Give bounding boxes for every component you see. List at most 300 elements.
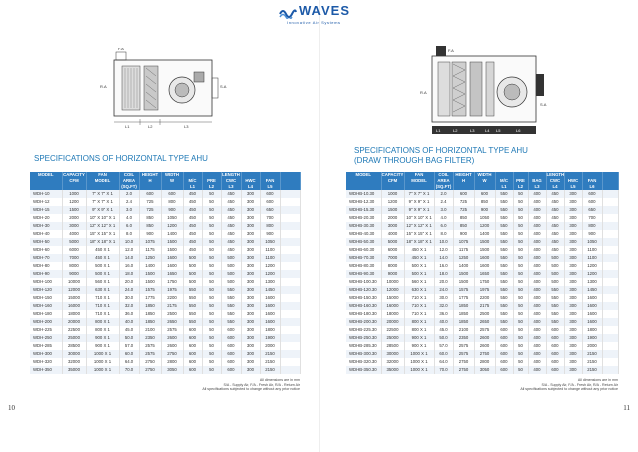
table-cell: 550	[183, 294, 202, 302]
table-cell: 2150	[260, 366, 280, 374]
table-cell: 12" X 12" X 1	[404, 222, 434, 230]
table-cell: 60.0	[119, 350, 139, 358]
table-header-cell: CAPACITY	[381, 172, 404, 177]
table-cell: 550	[495, 230, 513, 238]
table-cell: 1600	[260, 294, 280, 302]
table-header-cell: M/C	[183, 178, 202, 184]
table-cell: 36.0	[119, 310, 139, 318]
table-cell: WDH-225	[30, 326, 62, 334]
table-cell: 560 X 1	[404, 278, 434, 286]
table-header-cell: L4	[241, 184, 260, 190]
table-cell: 1450	[582, 286, 602, 294]
table-cell: 600	[453, 190, 474, 198]
wave-icon	[279, 5, 297, 19]
table-cell: 1200	[582, 262, 602, 270]
table-cell: 1600	[260, 310, 280, 318]
table-row	[346, 246, 618, 254]
table-cell: 7" X 7" X 1	[86, 198, 119, 206]
table-cell: 1250	[139, 254, 161, 262]
table-cell: WDHB-80.30	[346, 262, 381, 270]
table-cell	[602, 206, 618, 214]
table-header-cell: LENGTH	[546, 172, 565, 177]
table-cell: 400	[528, 358, 546, 366]
table-cell: 850	[139, 214, 161, 222]
table-cell: 400	[528, 238, 546, 246]
table-cell: 50	[513, 222, 528, 230]
table-cell: 400	[528, 326, 546, 334]
table-cell	[280, 190, 300, 198]
table-cell: 2150	[260, 350, 280, 358]
table-cell: 50	[513, 198, 528, 206]
table-cell: 800	[161, 198, 183, 206]
table-cell: 600	[221, 358, 241, 366]
table-cell: WDH-180	[30, 310, 62, 318]
table-header-cell: CFM	[62, 178, 86, 184]
table-cell: 400	[528, 190, 546, 198]
right-section-subtitle: (DRAW THROUGH BAG FILTER)	[354, 156, 475, 165]
table-cell: 550	[495, 214, 513, 222]
table-header-cell: (SQ.FT)	[119, 184, 139, 190]
diagram-dim-l1: L1	[125, 124, 130, 129]
table-cell: 2600	[161, 334, 183, 342]
table-cell: 6.0	[434, 222, 453, 230]
table-cell: WDH-10	[30, 190, 62, 198]
table-cell: 600	[546, 350, 564, 358]
table-cell: 15000	[62, 294, 86, 302]
table-cell: 50	[513, 318, 528, 326]
table-cell: 1500	[161, 246, 183, 254]
table-header-cell: FAN	[86, 172, 119, 178]
table-cell: 1500	[474, 246, 495, 254]
table-cell: 450	[221, 198, 241, 206]
table-cell: 30000	[381, 350, 404, 358]
table-cell: 600	[495, 350, 513, 358]
table-row	[346, 254, 618, 262]
table-cell: 70.0	[434, 366, 453, 374]
table-cell: 3000	[381, 222, 404, 230]
table-cell: WDHB-40.30	[346, 230, 381, 238]
table-cell: 1000	[62, 190, 86, 198]
table-cell: 1000 X 1	[86, 350, 119, 358]
table-cell	[602, 198, 618, 206]
table-cell: 2150	[260, 358, 280, 366]
table-cell: 1200	[381, 198, 404, 206]
table-cell: 630 X 1	[86, 286, 119, 294]
table-cell	[602, 286, 618, 294]
table-cell: 3000	[62, 222, 86, 230]
table-cell: 710 X 1	[86, 302, 119, 310]
table-cell: 8000	[381, 262, 404, 270]
table-cell: 16.0	[119, 262, 139, 270]
table-cell: WDH-100	[30, 278, 62, 286]
table-cell: 550	[495, 190, 513, 198]
table-cell: 800 X 1	[404, 318, 434, 326]
table-cell: 2100	[453, 326, 474, 334]
page-number-left: 10	[8, 404, 15, 412]
table-row	[30, 342, 300, 350]
table-cell: 24.0	[434, 286, 453, 294]
bag-filter-ahu-spec-table	[346, 172, 619, 374]
table-cell: 800	[582, 222, 602, 230]
table-cell: 300	[564, 302, 582, 310]
table-cell	[280, 214, 300, 222]
table-header-cell: L2	[202, 184, 221, 190]
table-row	[346, 286, 618, 294]
horizontal-ahu-spec-table	[30, 172, 301, 374]
table-cell: 1100	[582, 246, 602, 254]
table-cell: 450	[183, 246, 202, 254]
table-cell: 450	[546, 190, 564, 198]
table-row	[346, 230, 618, 238]
table-cell: 50	[202, 366, 221, 374]
table-cell: 600	[546, 358, 564, 366]
table-cell: 1600	[582, 310, 602, 318]
table-cell: 1200	[62, 198, 86, 206]
table-cell: WDH-40	[30, 230, 62, 238]
table-cell: 4000	[62, 230, 86, 238]
table-row	[30, 270, 300, 278]
table-cell: 50	[513, 366, 528, 374]
table-cell: 300	[241, 270, 260, 278]
table-cell	[280, 262, 300, 270]
table-cell: 60.0	[434, 350, 453, 358]
table-cell: 550	[495, 206, 513, 214]
table-cell: 300	[564, 342, 582, 350]
table-cell: 1650	[161, 270, 183, 278]
table-cell: 2.4	[434, 198, 453, 206]
table-cell: 50.0	[434, 334, 453, 342]
table-cell: 50	[202, 358, 221, 366]
table-cell: 1500	[62, 206, 86, 214]
table-cell: 300	[564, 246, 582, 254]
table-cell: 500	[546, 270, 564, 278]
table-cell: 30.0	[119, 294, 139, 302]
table-row	[30, 198, 300, 206]
table-cell: WDH-160	[30, 302, 62, 310]
table-cell: 1975	[161, 286, 183, 294]
table-cell: 18.0	[434, 270, 453, 278]
table-cell: 64.0	[434, 358, 453, 366]
table-cell: 1850	[453, 302, 474, 310]
table-cell	[280, 334, 300, 342]
table-cell: 710 X 1	[86, 310, 119, 318]
table-cell: 300	[241, 206, 260, 214]
table-cell: WDH-120	[30, 286, 62, 294]
table-cell: 450	[183, 214, 202, 222]
table-cell: 1850	[453, 318, 474, 326]
table-cell: 50	[513, 350, 528, 358]
table-cell: 24.0	[119, 286, 139, 294]
table-cell: 1800	[582, 326, 602, 334]
table-header-cell: WIDTH	[161, 172, 183, 178]
table-cell: 7" X 7" X 1	[404, 190, 434, 198]
table-cell: WDH-12	[30, 198, 62, 206]
table-cell: 7000	[62, 254, 86, 262]
table-cell: 900 X 1	[86, 342, 119, 350]
table-cell: 300	[564, 310, 582, 318]
table-cell: 600	[546, 366, 564, 374]
table-cell: 50	[202, 294, 221, 302]
table-cell: 550	[495, 222, 513, 230]
table-cell: 50	[513, 278, 528, 286]
table-cell: 1400	[453, 262, 474, 270]
table-header-cell: CWC	[221, 178, 241, 184]
table-cell: 450	[546, 214, 564, 222]
table-cell: 50	[513, 230, 528, 238]
table-cell: 500	[183, 270, 202, 278]
table-cell: 600	[582, 198, 602, 206]
table-cell: 10000	[381, 278, 404, 286]
table-cell: 1175	[139, 246, 161, 254]
table-cell: 550	[495, 278, 513, 286]
table-cell: 64.0	[119, 358, 139, 366]
table-cell: WDH-30	[30, 222, 62, 230]
table-cell: 650	[260, 206, 280, 214]
table-cell: 50	[513, 270, 528, 278]
table-cell: 8000	[62, 262, 86, 270]
table-header-cell: MODEL	[30, 172, 62, 178]
table-cell: 1175	[453, 246, 474, 254]
table-cell: 22500	[381, 326, 404, 334]
right-section-title: SPECIFICATIONS OF HORIZONTAL TYPE AHU	[354, 146, 528, 155]
table-cell: 1100	[582, 254, 602, 262]
table-cell: 300	[564, 326, 582, 334]
table-cell: 50	[202, 326, 221, 334]
table-row	[346, 318, 618, 326]
table-row	[30, 294, 300, 302]
table-cell: 450	[183, 238, 202, 246]
table-cell: 450	[221, 246, 241, 254]
table-cell: 10000	[62, 278, 86, 286]
table-header-cell: PRE	[202, 178, 221, 184]
table-cell: 400	[528, 310, 546, 318]
table-cell	[280, 222, 300, 230]
table-row	[346, 238, 618, 246]
table-cell: 300	[241, 366, 260, 374]
table-header-cell: PRE	[513, 178, 528, 184]
table-cell: 600	[495, 342, 513, 350]
table-cell: 2200	[474, 294, 495, 302]
table-row	[30, 318, 300, 326]
table-cell: 500	[221, 254, 241, 262]
table-row	[30, 302, 300, 310]
table-cell: 9" X 9" X 1	[86, 206, 119, 214]
table-cell	[280, 350, 300, 358]
table-cell: 300	[241, 294, 260, 302]
table-cell: 560 X 1	[86, 278, 119, 286]
table-cell: 1600	[582, 294, 602, 302]
diagram-label-sa: S.A	[540, 102, 547, 107]
table-cell: 50	[513, 238, 528, 246]
table-row	[30, 254, 300, 262]
table-cell	[602, 238, 618, 246]
table-cell: 30000	[62, 350, 86, 358]
table-cell: 25000	[381, 334, 404, 342]
table-header-cell: FAN	[260, 178, 280, 184]
table-cell: 10" X 10" X 1	[404, 214, 434, 222]
table-cell: 4.0	[434, 214, 453, 222]
table-cell: 300	[241, 222, 260, 230]
table-cell: 1600	[582, 302, 602, 310]
table-cell: 300	[564, 334, 582, 342]
table-cell: 710 X 1	[404, 310, 434, 318]
table-row	[30, 230, 300, 238]
table-cell: 9" X 9" X 1	[404, 206, 434, 214]
table-cell: 1450	[260, 286, 280, 294]
table-cell: 400	[528, 198, 546, 206]
table-cell: 1100	[260, 246, 280, 254]
table-cell: 900	[582, 230, 602, 238]
table-cell: 2575	[453, 350, 474, 358]
table-cell: 400	[528, 262, 546, 270]
table-cell	[602, 230, 618, 238]
table-cell: 300	[564, 270, 582, 278]
table-cell: 2.0	[119, 190, 139, 198]
table-cell: 1000 X 1	[86, 366, 119, 374]
table-cell: 3.0	[434, 206, 453, 214]
table-cell: 50	[513, 262, 528, 270]
table-cell: 18.0	[119, 270, 139, 278]
table-cell: 300	[241, 318, 260, 326]
table-cell: 50	[202, 318, 221, 326]
table-cell: 400	[528, 294, 546, 302]
table-cell: 1500	[139, 278, 161, 286]
table-cell: 600	[183, 358, 202, 366]
table-cell: 500	[221, 270, 241, 278]
table-cell: 50	[202, 270, 221, 278]
table-cell: 1300	[582, 278, 602, 286]
diagram-dim-l3: L3	[470, 128, 475, 133]
table-cell: 10.0	[119, 238, 139, 246]
table-cell: WDH-90	[30, 270, 62, 278]
table-cell: 300	[564, 222, 582, 230]
table-row	[346, 222, 618, 230]
table-cell	[602, 358, 618, 366]
table-cell: 600	[183, 350, 202, 358]
table-cell: 2000	[62, 214, 86, 222]
table-cell: 57.0	[119, 342, 139, 350]
table-cell: 16.0	[434, 262, 453, 270]
table-cell: 50	[513, 334, 528, 342]
table-cell	[280, 206, 300, 214]
table-cell: 1100	[260, 254, 280, 262]
table-cell: 550	[495, 262, 513, 270]
table-cell: WDHB-150.30	[346, 294, 381, 302]
table-cell: 450	[183, 190, 202, 198]
table-header-cell: COIL	[119, 172, 139, 178]
table-cell: 20000	[381, 318, 404, 326]
table-cell: 15" X 15" X 1	[86, 230, 119, 238]
table-cell: 50.0	[119, 334, 139, 342]
table-cell: 1250	[453, 254, 474, 262]
table-cell: 400	[528, 302, 546, 310]
table-row	[346, 214, 618, 222]
table-cell: 500 X 1	[86, 262, 119, 270]
table-cell: WDH-250	[30, 334, 62, 342]
table-cell: 500	[221, 262, 241, 270]
table-cell: 50	[202, 302, 221, 310]
table-header-cell: MODEL	[404, 178, 434, 184]
table-cell: 18" X 18" X 1	[404, 238, 434, 246]
table-cell: 1750	[161, 278, 183, 286]
table-cell: 900	[161, 206, 183, 214]
table-header-cell: L2	[513, 184, 528, 190]
table-row	[346, 262, 618, 270]
table-cell: 1775	[139, 294, 161, 302]
table-cell: 1850	[139, 302, 161, 310]
table-cell: 1300	[260, 278, 280, 286]
table-cell	[602, 342, 618, 350]
table-cell: 400	[528, 214, 546, 222]
table-cell: 300	[241, 286, 260, 294]
table-header-cell: HEIGHT	[453, 172, 474, 178]
table-row	[346, 278, 618, 286]
table-cell	[602, 302, 618, 310]
table-cell: WDHB-70.30	[346, 254, 381, 262]
table-cell: 400	[528, 278, 546, 286]
table-cell: WDHB-30.30	[346, 222, 381, 230]
table-cell: 550	[495, 302, 513, 310]
table-cell: 2650	[474, 318, 495, 326]
table-cell: WDHB-50.30	[346, 238, 381, 246]
diagram-dim-l4: L4	[485, 128, 490, 133]
table-cell	[280, 294, 300, 302]
table-cell	[602, 318, 618, 326]
table-cell: 550	[495, 270, 513, 278]
table-cell: 850	[474, 198, 495, 206]
table-cell: 50	[513, 358, 528, 366]
diagram-dim-l5: L5	[496, 128, 501, 133]
table-cell: 50	[202, 342, 221, 350]
table-cell: 1200	[260, 262, 280, 270]
table-cell: 1400	[474, 230, 495, 238]
table-cell: 45.0	[119, 326, 139, 334]
table-cell: 1600	[161, 254, 183, 262]
table-cell: 450	[546, 222, 564, 230]
table-cell: WDHB-225.30	[346, 326, 381, 334]
table-cell: 35000	[381, 366, 404, 374]
table-cell	[602, 222, 618, 230]
table-cell: 550	[495, 286, 513, 294]
table-cell: WDHB-350.30	[346, 366, 381, 374]
table-cell: 2175	[474, 302, 495, 310]
table-cell: 550	[495, 246, 513, 254]
table-cell: 300	[564, 190, 582, 198]
table-cell: 2150	[582, 350, 602, 358]
table-cell: 450	[221, 238, 241, 246]
table-cell	[602, 294, 618, 302]
table-cell: 600	[183, 334, 202, 342]
table-cell: 2350	[453, 334, 474, 342]
table-cell: 50	[202, 254, 221, 262]
table-cell	[602, 334, 618, 342]
table-cell: 450	[546, 246, 564, 254]
table-cell: 725	[139, 198, 161, 206]
footnote-line: All dimensions are in mm	[577, 378, 618, 382]
footnote-line: All specifications subjected to change without any prior notice	[520, 387, 618, 392]
table-cell: 500	[546, 278, 564, 286]
table-header-cell: L6	[582, 184, 602, 190]
table-cell	[602, 310, 618, 318]
table-cell: 22500	[62, 326, 86, 334]
table-cell: 2200	[161, 294, 183, 302]
table-cell: 2750	[139, 366, 161, 374]
table-cell: WDHB-12.30	[346, 198, 381, 206]
table-cell: 450	[183, 206, 202, 214]
table-cell: 18000	[62, 310, 86, 318]
table-cell: 400	[528, 206, 546, 214]
table-cell	[280, 310, 300, 318]
